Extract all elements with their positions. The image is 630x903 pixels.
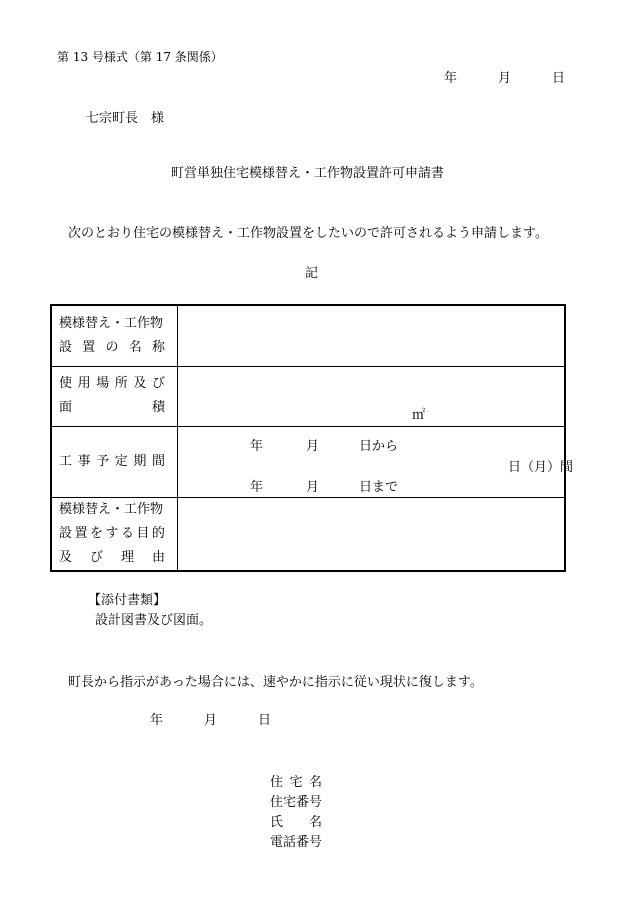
label-char: 名: [308, 775, 322, 790]
label-char: 面: [59, 400, 73, 415]
label-char: 氏: [270, 815, 284, 830]
label-location-area: [51, 366, 178, 426]
header-date-day: 日: [552, 71, 566, 86]
label-facility-name: [51, 305, 178, 366]
ki-marker: 記: [305, 266, 319, 281]
label-char: 及: [133, 376, 147, 391]
label-char: 的: [151, 525, 165, 541]
label-char: 理: [120, 549, 134, 565]
label-char: 設: [59, 525, 73, 541]
label-char: 置: [74, 525, 88, 541]
label-char: 積: [151, 400, 165, 415]
value-facility-name[interactable]: [178, 305, 566, 366]
label-line-justified: [59, 522, 165, 546]
label-char: 予: [96, 453, 110, 469]
attachments-item: 設計図書及び図面。: [95, 613, 213, 628]
label-char: 名: [128, 339, 142, 355]
to-month: 月: [306, 479, 320, 495]
label-char: 工: [59, 453, 73, 469]
label-char: び: [89, 549, 103, 565]
form-number: 第 13 号様式（第 17 条関係）: [57, 50, 223, 64]
label-line: 模様替え・工作物: [59, 501, 164, 517]
row-purpose-reason: [51, 497, 565, 571]
value-purpose-reason[interactable]: [178, 497, 566, 571]
signature-name-label: [270, 816, 322, 829]
bottom-date-year: 年: [150, 713, 164, 728]
value-location-area[interactable]: [178, 366, 566, 426]
header-date-month: 月: [498, 71, 512, 86]
signature-address-label: [270, 776, 322, 789]
label-char: 所: [114, 376, 128, 391]
document-title: 町営単独住宅模様替え・工作物設置許可申請書: [171, 166, 445, 181]
label-char: を: [89, 525, 103, 541]
signature-phone-label: 電話番号: [270, 835, 323, 850]
row-construction-period: [51, 426, 565, 497]
label-line-justified: [59, 372, 165, 396]
label-char: 用: [77, 376, 91, 391]
to-day: 日まで: [359, 479, 399, 495]
label-char: 由: [151, 549, 165, 565]
label-char: す: [105, 525, 119, 541]
label-char: の: [105, 339, 119, 355]
label-construction-period: [51, 426, 178, 497]
signature-house-number-label: 住宅番号: [270, 795, 323, 810]
area-unit: ㎡: [412, 407, 426, 423]
label-line-justified: [59, 336, 165, 360]
bottom-date-month: 月: [204, 713, 218, 728]
bottom-date-day: 日: [258, 713, 272, 728]
row-location-area: [51, 366, 565, 426]
label-char: 事: [77, 453, 91, 469]
label-char: 置: [82, 339, 96, 355]
intro-text: 次のとおり住宅の模様替え・工作物設置をしたいので許可されるよう申請します。: [68, 226, 548, 241]
label-line: 模様替え・工作物: [59, 315, 164, 331]
period-dates: [178, 427, 574, 497]
application-table: [50, 304, 574, 572]
label-char: 及: [59, 549, 73, 565]
label-char: 住: [270, 775, 284, 790]
label-line-justified: [59, 546, 165, 570]
label-char: 称: [151, 339, 165, 355]
from-month: 月: [306, 438, 320, 454]
label-char: び: [151, 376, 165, 391]
row-facility-name: [51, 305, 565, 366]
label-char: 期: [133, 453, 147, 469]
label-char: 宅: [289, 775, 303, 790]
from-year: 年: [250, 438, 264, 454]
header-date-year: 年: [444, 71, 458, 86]
label-char: 定: [114, 453, 128, 469]
label-char: 使: [59, 376, 73, 391]
value-construction-period[interactable]: [178, 426, 574, 497]
label-char: 目: [136, 525, 150, 541]
label-line-justified: [59, 450, 165, 474]
pledge-text: 町長から指示があった場合には、速やかに指示に従い現状に復します。: [68, 675, 483, 690]
attachments-heading: 【添付書類】: [88, 593, 167, 608]
from-day: 日から: [359, 438, 399, 454]
label-char: 名: [308, 815, 322, 830]
addressee: 七宗町長 様: [86, 111, 165, 126]
label-line-justified: [59, 396, 165, 420]
label-purpose-reason: [51, 497, 178, 571]
to-year: 年: [250, 479, 264, 495]
label-char: 場: [96, 376, 110, 391]
duration-label: 日（月）間: [508, 459, 574, 475]
label-char: る: [120, 525, 134, 541]
label-char: 設: [59, 339, 73, 355]
label-char: 間: [151, 453, 165, 469]
